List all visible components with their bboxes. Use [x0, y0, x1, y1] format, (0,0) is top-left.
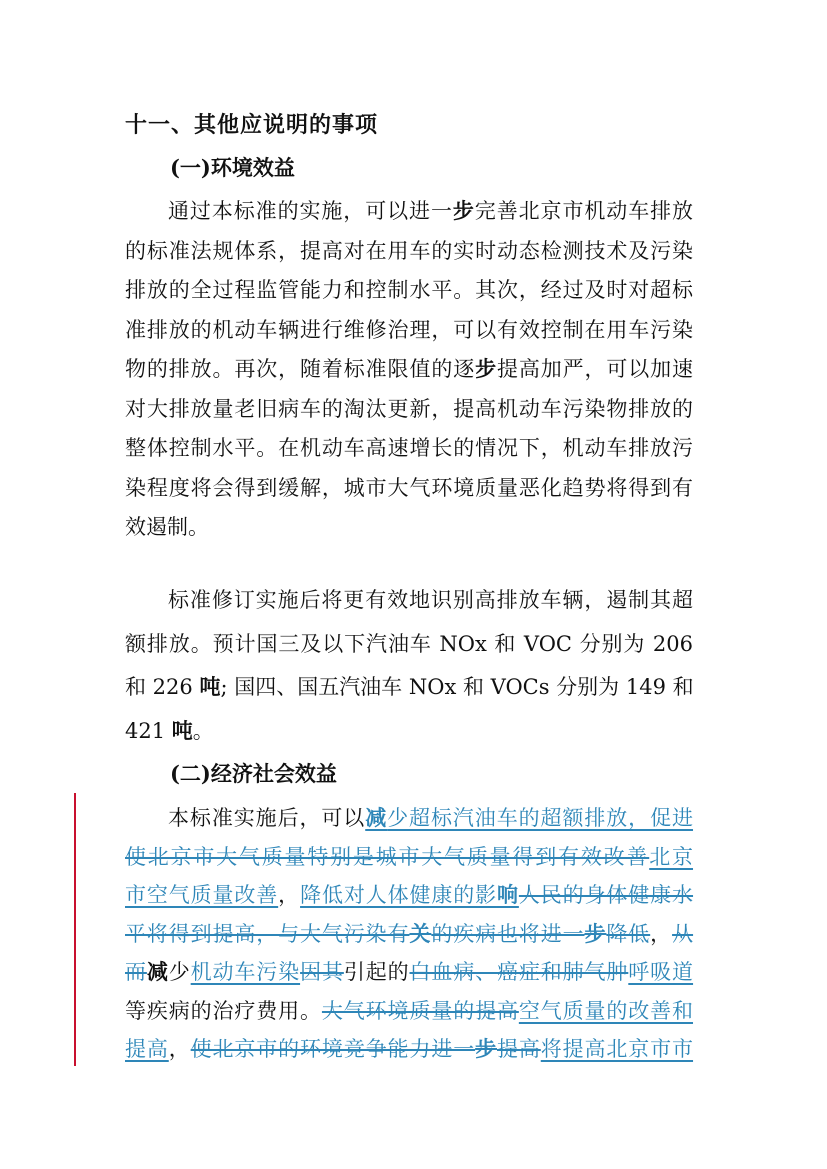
text-run: 的标准法规体系，提高对在用车的实时动态检测技术及污染: [125, 238, 693, 263]
text-line: [125, 512, 693, 542]
text-run: 吨: [171, 717, 193, 743]
inserted-text: 呼吸道: [628, 960, 694, 984]
text-line: [125, 433, 693, 463]
text-line: [168, 196, 693, 226]
text-run: 少: [168, 960, 191, 984]
text-line: [168, 803, 693, 833]
text-line: [125, 996, 693, 1026]
text-line: [125, 672, 693, 702]
section-heading: 十一、其他应说明的事项: [125, 112, 379, 138]
text-run: 和 226: [125, 675, 200, 699]
inserted-text: 降低对人体健康的影: [300, 883, 497, 907]
inserted-text: 提高: [125, 1037, 169, 1061]
text-run: ; 国四、国五汽油车 NOx 和 VOCs 分别为 149 和: [220, 675, 694, 699]
text-line: [125, 236, 693, 266]
text-line: [125, 473, 693, 503]
text-run: 通过本标准的实施，可以进一: [168, 199, 453, 223]
inserted-text: 市空气质量改善: [125, 883, 279, 907]
text-run: 本标准实施后，可以: [168, 806, 366, 830]
text-line: [125, 880, 693, 910]
text-run: 准排放的机动车辆进行维修治理，可以有效控制在用车污染: [125, 317, 693, 342]
text-run: 步: [452, 198, 475, 223]
text-run: 减: [146, 959, 169, 984]
text-run: 标准修订实施后将更有效地识别高排放车辆，遏制其超: [168, 588, 693, 612]
deleted-text: 而: [125, 960, 147, 984]
text-run: 对大排放量老旧病车的淘汰更新，提高机动车污染物排放的: [125, 396, 693, 421]
deleted-text: 白血病、癌症和肺气肿: [409, 960, 629, 984]
text-line: [125, 842, 693, 872]
text-run: ，: [650, 921, 673, 946]
text-run: 421: [125, 718, 172, 743]
text-run: 步: [475, 356, 497, 381]
inserted-text: 北京: [649, 844, 694, 869]
deleted-text: 平将得到提高，与大气污染有: [125, 921, 410, 946]
text-run: ，: [168, 1037, 191, 1061]
text-run: 完善北京市机动车排放: [474, 199, 694, 223]
inserted-text: 少超标汽油车的超额排放，促进: [387, 806, 694, 830]
text-run: 效遏制。: [125, 515, 209, 539]
deleted-text: 使北京市的环境竞争能力进一: [190, 1037, 476, 1061]
text-run: 吨: [199, 674, 221, 699]
text-line: [125, 716, 693, 746]
text-line: [168, 585, 693, 615]
subsection-title-economic: (二)经济社会效益: [170, 761, 337, 786]
inserted-text: 将提高北京市市: [540, 1037, 694, 1061]
text-run: 。: [192, 718, 214, 743]
text-run: 物的排放。再次，随着标准限值的逐: [125, 357, 476, 381]
revision-change-bar: [74, 793, 76, 1066]
text-run: 排放的全过程监管能力和控制水平。其次，经过及时对超标: [125, 278, 693, 302]
inserted-text: 响: [496, 882, 519, 907]
text-line: [125, 957, 693, 987]
deleted-text: 提高: [497, 1037, 541, 1061]
text-run: 染程度将会得到缓解，城市大气环境质量恶化趋势将得到有: [125, 475, 693, 500]
text-line: [125, 394, 693, 424]
text-run: 额排放。预计国三及以下汽油车 NOx 和 VOC 分别为 206: [125, 631, 693, 656]
deleted-text: 人民的身体健康水: [518, 883, 694, 907]
inserted-text: 减: [365, 805, 388, 830]
text-run: 等疾病的治疗费用。: [125, 998, 322, 1023]
text-line: [125, 275, 693, 305]
subsection-title-environment: (一)环境效益: [170, 155, 295, 180]
text-run: 引起的: [343, 960, 410, 984]
inserted-text: 空气质量的改善和: [518, 998, 694, 1023]
deleted-text: 降低: [606, 921, 651, 946]
inserted-text: 机动车污染: [190, 960, 301, 984]
deleted-text: 步: [475, 1036, 497, 1061]
text-run: 整体控制水平。在机动车高速增长的情况下，机动车排放污: [125, 436, 693, 460]
text-line: [125, 354, 693, 384]
text-run: 提高加严，可以加速: [496, 357, 694, 381]
deleted-text: 大气环境质量的提高: [321, 998, 519, 1023]
deleted-text: 使北京市大气质量特别是城市大气质量得到有效改善: [125, 844, 650, 869]
text-line: [125, 629, 693, 659]
text-run: ，: [278, 883, 301, 907]
deleted-text: 的疾病也将进一: [431, 921, 585, 946]
deleted-text: 从: [672, 921, 694, 946]
deleted-text: 因其: [300, 960, 344, 984]
text-line: [125, 1034, 693, 1064]
text-line: [125, 315, 693, 345]
text-line: [125, 919, 693, 949]
deleted-text: 步: [584, 920, 607, 946]
deleted-text: 关: [409, 920, 432, 946]
